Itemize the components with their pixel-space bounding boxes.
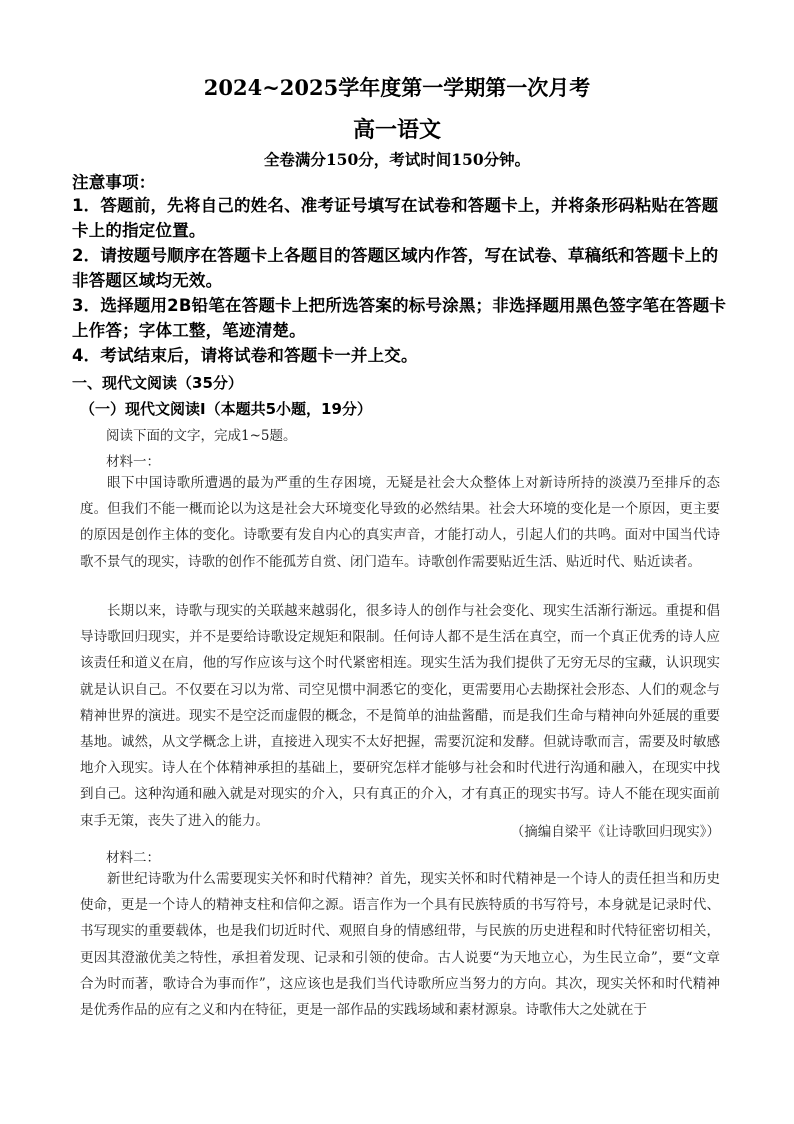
- material-1-source: （摘编自梁平《让诗歌回归现实》）: [510, 824, 720, 840]
- subject-title: 高一语文: [352, 117, 441, 143]
- notice-item-4: 4．考试结束后，请将试卷和答题卡一并上交。: [72, 346, 418, 365]
- notice-heading: 注意事项：: [72, 173, 156, 192]
- section-title: 一、现代文阅读（35分）: [72, 374, 243, 392]
- notice-item-3: 3．选择题用2B铅笔在答题卡上把所选答案的标号涂黑；非选择题用黑色签字笔在答题卡上作答；字体工整，笔迹清楚。: [72, 296, 727, 340]
- material-1-paragraph-2: 长期以来，诗歌与现实的关联越来越弱化，很多诗人的创作与社会变化、现实生活渐行渐远。重提和倡导诗歌回归现实，并不是要给诗歌设定规矩和限制。任何诗人都不是生活在真空，而一个真正优秀的诗人应该责任和道义在肩，他的写作应该与这个时代紧密相连。现实生活为我们提供了无穷无尽的宝藏，认识现实就是认识自己。不仅要在习以为常、司空见惯中洞悉它的变化，更需要用心去勘探社会形态、人们的观念与精神世界的演进。现实不是空泛而虚假的概念，不是简单的油盐酱醋，而是我们生命与精神向外延展的重要基地。诚然，从文学概念上讲，直接进入现实不太好把握，需要沉淀和发酵。但就诗歌而言，需要及时敏感地介入现实。诗人在个体精神承担的基础上，要研究怎样才能够与社会和时代进行沟通和融入，在现实中找到自己。这种沟通和融入就是对现实的介入，只有真正的介入，才有真正的现实书写。诗人不能在现实面前束手无策，丧失了进入的能力。: [80, 603, 720, 829]
- score-info: 全卷满分150分，考试时间150分钟。: [263, 150, 531, 169]
- material-2-paragraph: 新世纪诗歌为什么需要现实关怀和时代精神？首先，现实关怀和时代精神是一个诗人的责任担当和历史使命，更是一个诗人的精神支柱和信仰之源。语言作为一个具有民族特质的书写符号，本身就是记录时代、书写现实的重要载体，也是我们切近时代、观照自身的情感纽带，与民族的历史进程和时代特征密切相关，更因其澄澈优美之特性，承担着发现、记录和引领的使命。古人说要“为天地立心，为生民立命”，要“文章合为时而著，歌诗合为事而作”，这应该也是我们当代诗歌所应当努力的方向。其次，现实关怀和时代精神是优秀作品的应有之义和内在特征，更是一部作品的实践场域和素材源泉。诗歌伟大之处就在于: [80, 871, 720, 1019]
- notice-item-2: 2．请按题号顺序在答题卡上各题目的答题区域内作答，写在试卷、草稿纸和答题卡上的非答题区域均无效。: [72, 246, 719, 290]
- material-1-paragraph-1: 眼下中国诗歌所遭遇的最为严重的生存困境，无疑是社会大众整体上对新诗所持的淡漠乃至排斥的态度。但我们不能一概而论以为这是社会大环境变化导致的必然结果。社会大环境的变化是一个原因，更主要的原因是创作主体的变化。诗歌要有发自内心的真实声音，才能打动人，引起人们的共鸣。面对中国当代诗歌不景气的现实，诗歌的创作不能孤芳自赏、闭门造车。诗歌创作需要贴近生活、贴近时代、贴近读者。: [80, 475, 720, 570]
- material-1-label: 材料一：: [106, 454, 160, 470]
- instruction-text: 阅读下面的文字，完成1~5题。: [106, 428, 297, 444]
- notice-item-1: 1．答题前，先将自己的姓名、准考证号填写在试卷和答题卡上，并将条形码粘贴在答题卡上的指定位置。: [72, 196, 719, 240]
- exam-title: 2024~2025学年度第一学期第一次月考: [203, 75, 591, 100]
- subsection-title: （一）现代文阅读Ⅰ（本题共5小题，19分）: [80, 400, 372, 418]
- material-2-label: 材料二：: [106, 850, 160, 866]
